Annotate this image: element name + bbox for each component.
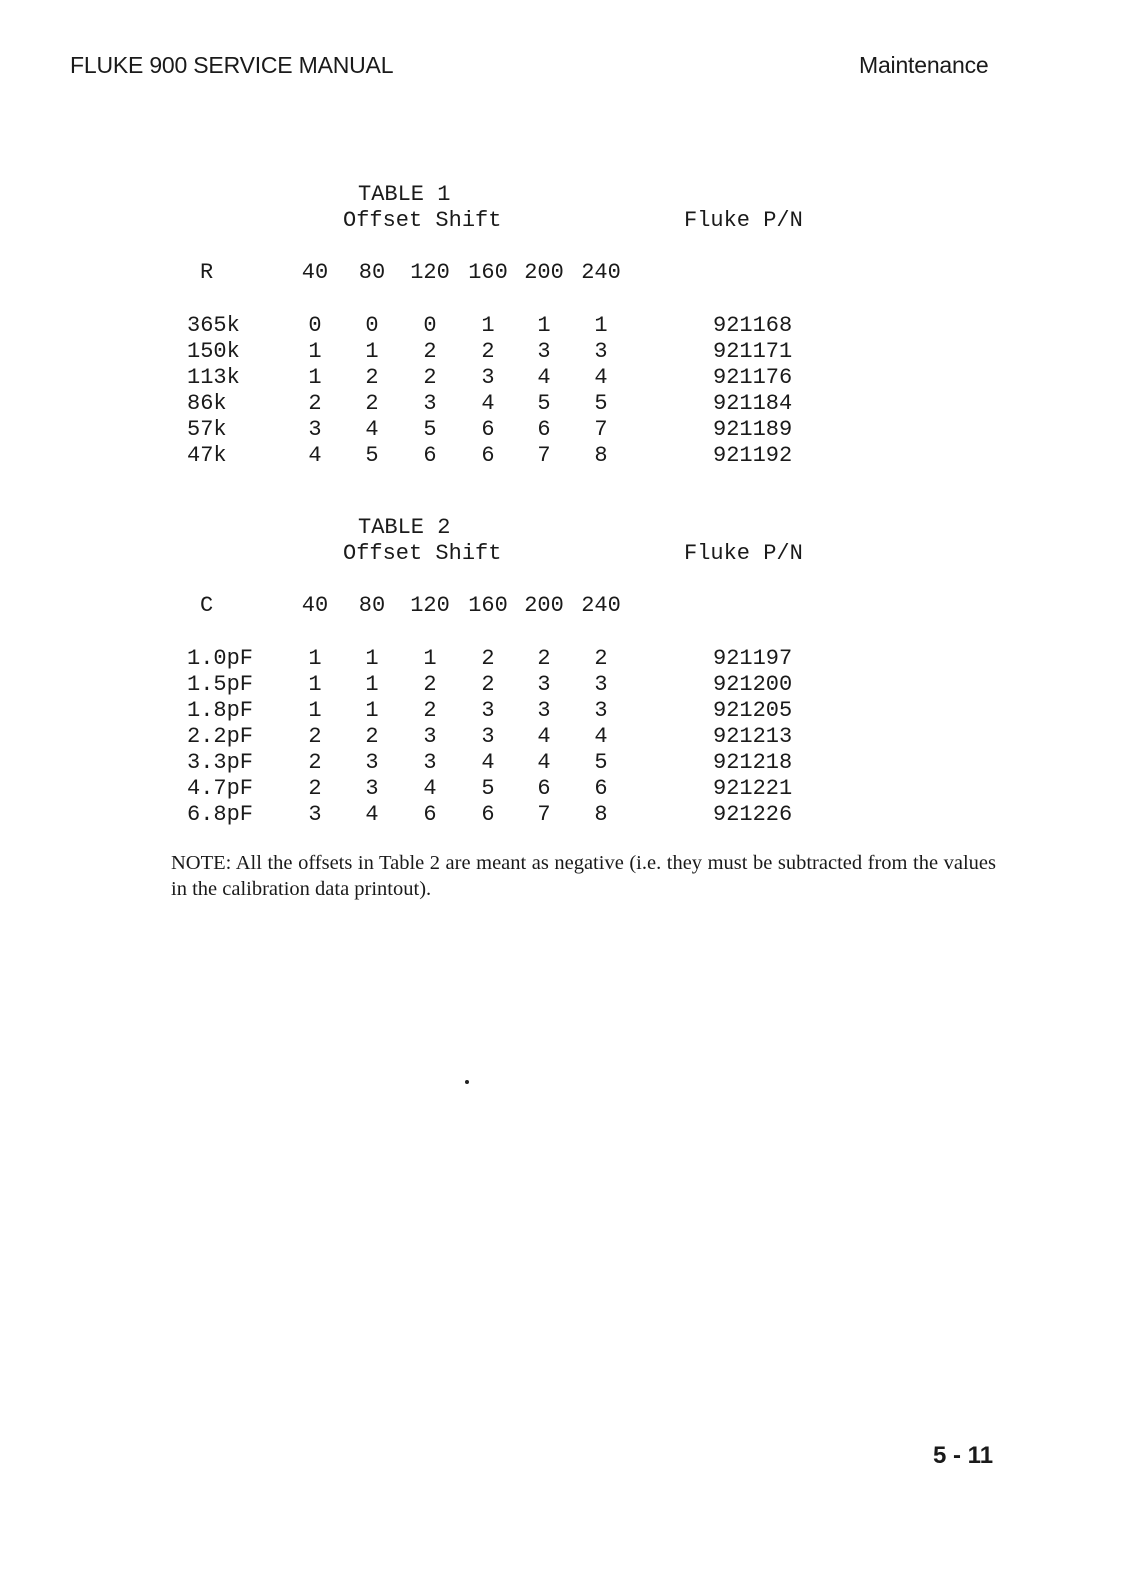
table-cell: 3	[481, 365, 495, 390]
table-cell: 1	[481, 313, 495, 338]
page-number: 5 - 11	[933, 1442, 994, 1469]
column-header: 40	[301, 593, 329, 618]
table-cell: 3	[423, 750, 437, 775]
table-cell: 2	[423, 672, 437, 697]
table-cell: 7	[537, 802, 551, 827]
table-cell: 2	[365, 365, 379, 390]
row-label: 2.2pF	[187, 724, 254, 749]
row-label: 365k	[187, 313, 240, 338]
table-cell: 1	[308, 646, 322, 671]
table-cell: 1	[594, 313, 608, 338]
column-header: 160	[468, 593, 508, 618]
table-cell: 2	[481, 672, 495, 697]
pn-column-header: Fluke P/N	[684, 541, 803, 566]
part-number: 921213	[713, 724, 793, 749]
table-cell: 1	[308, 365, 322, 390]
table-cell: 1	[308, 672, 322, 697]
column-header: 160	[468, 260, 508, 285]
table-cell: 5	[594, 391, 608, 416]
row-label: 47k	[187, 443, 227, 468]
row-label: 4.7pF	[187, 776, 254, 801]
table-cell: 2	[423, 698, 437, 723]
column-header: 120	[410, 260, 450, 285]
table-cell: 2	[308, 750, 322, 775]
table-cell: 2	[308, 776, 322, 801]
row-label: 1.8pF	[187, 698, 254, 723]
table-cell: 6	[537, 417, 551, 442]
table-cell: 8	[594, 802, 608, 827]
table-title: TABLE 2	[358, 515, 451, 540]
column-header: 40	[301, 260, 329, 285]
note-paragraph: NOTE: All the offsets in Table 2 are meant as negative (i.e. they must be subtracted from the values in the calibration data printout).	[171, 852, 996, 900]
table-cell: 3	[594, 339, 608, 364]
table-cell: 2	[365, 391, 379, 416]
table-cell: 5	[594, 750, 608, 775]
table-cell: 5	[365, 443, 379, 468]
table-cell: 7	[537, 443, 551, 468]
table-cell: 0	[308, 313, 322, 338]
table-cell: 2	[365, 724, 379, 749]
table-cell: 3	[365, 776, 379, 801]
column-header: 120	[410, 593, 450, 618]
part-number: 921205	[713, 698, 793, 723]
table-cell: 4	[537, 724, 551, 749]
table-cell: 3	[537, 698, 551, 723]
part-number: 921189	[713, 417, 793, 442]
running-header-title: FLUKE 900 SERVICE MANUAL	[70, 52, 394, 78]
row-header: R	[200, 260, 214, 285]
table-cell: 2	[423, 339, 437, 364]
table-cell: 6	[481, 417, 495, 442]
table-cell: 1	[537, 313, 551, 338]
table-cell: 2	[308, 724, 322, 749]
running-header-section: Maintenance	[859, 52, 989, 78]
table-title: TABLE 1	[358, 182, 451, 207]
table-cell: 2	[594, 646, 608, 671]
row-label: 1.0pF	[187, 646, 254, 671]
table-cell: 1	[365, 672, 379, 697]
part-number: 921171	[713, 339, 793, 364]
table-cell: 8	[594, 443, 608, 468]
table-subtitle: Offset Shift	[343, 541, 502, 566]
table-cell: 3	[537, 339, 551, 364]
table-cell: 4	[365, 417, 379, 442]
table-cell: 3	[308, 417, 322, 442]
table-cell: 6	[481, 802, 495, 827]
table-cell: 5	[537, 391, 551, 416]
part-number: 921184	[713, 391, 793, 416]
table-cell: 6	[481, 443, 495, 468]
table-cell: 0	[365, 313, 379, 338]
table-cell: 2	[423, 365, 437, 390]
table-cell: 7	[594, 417, 608, 442]
table-cell: 4	[481, 750, 495, 775]
table-cell: 2	[481, 646, 495, 671]
part-number: 921192	[713, 443, 793, 468]
table-cell: 3	[423, 391, 437, 416]
row-label: 6.8pF	[187, 802, 254, 827]
table-cell: 5	[481, 776, 495, 801]
row-label: 57k	[187, 417, 227, 442]
scan-speck	[465, 1080, 469, 1084]
table-cell: 4	[594, 365, 608, 390]
table-cell: 4	[537, 365, 551, 390]
table-cell: 3	[594, 698, 608, 723]
table-subtitle: Offset Shift	[343, 208, 502, 233]
column-header: 240	[581, 593, 621, 618]
part-number: 921200	[713, 672, 793, 697]
table-cell: 1	[365, 646, 379, 671]
row-label: 113k	[187, 365, 240, 390]
table-cell: 3	[365, 750, 379, 775]
table-cell: 3	[594, 672, 608, 697]
part-number: 921176	[713, 365, 793, 390]
table-cell: 4	[308, 443, 322, 468]
table-cell: 3	[537, 672, 551, 697]
table-cell: 2	[481, 339, 495, 364]
table-cell: 1	[308, 339, 322, 364]
table-cell: 1	[365, 339, 379, 364]
row-label: 150k	[187, 339, 240, 364]
table-cell: 6	[423, 443, 437, 468]
table-cell: 1	[423, 646, 437, 671]
part-number: 921221	[713, 776, 793, 801]
row-label: 3.3pF	[187, 750, 254, 775]
column-header: 240	[581, 260, 621, 285]
pn-column-header: Fluke P/N	[684, 208, 803, 233]
part-number: 921226	[713, 802, 793, 827]
table-cell: 4	[594, 724, 608, 749]
table-cell: 5	[423, 417, 437, 442]
table-cell: 2	[308, 391, 322, 416]
table-cell: 3	[308, 802, 322, 827]
column-header: 200	[524, 593, 564, 618]
part-number: 921168	[713, 313, 793, 338]
column-header: 80	[358, 260, 386, 285]
table-cell: 3	[423, 724, 437, 749]
column-header: 200	[524, 260, 564, 285]
table-cell: 2	[537, 646, 551, 671]
part-number: 921197	[713, 646, 793, 671]
table-cell: 4	[423, 776, 437, 801]
table-cell: 3	[481, 698, 495, 723]
column-header: 80	[358, 593, 386, 618]
row-header: C	[200, 593, 214, 618]
table-cell: 6	[594, 776, 608, 801]
table-cell: 4	[365, 802, 379, 827]
table-cell: 3	[481, 724, 495, 749]
table-cell: 4	[481, 391, 495, 416]
table-cell: 1	[365, 698, 379, 723]
part-number: 921218	[713, 750, 793, 775]
table-cell: 6	[423, 802, 437, 827]
table-cell: 1	[308, 698, 322, 723]
row-label: 86k	[187, 391, 227, 416]
table-cell: 0	[423, 313, 437, 338]
table-cell: 6	[537, 776, 551, 801]
row-label: 1.5pF	[187, 672, 254, 697]
table-cell: 4	[537, 750, 551, 775]
